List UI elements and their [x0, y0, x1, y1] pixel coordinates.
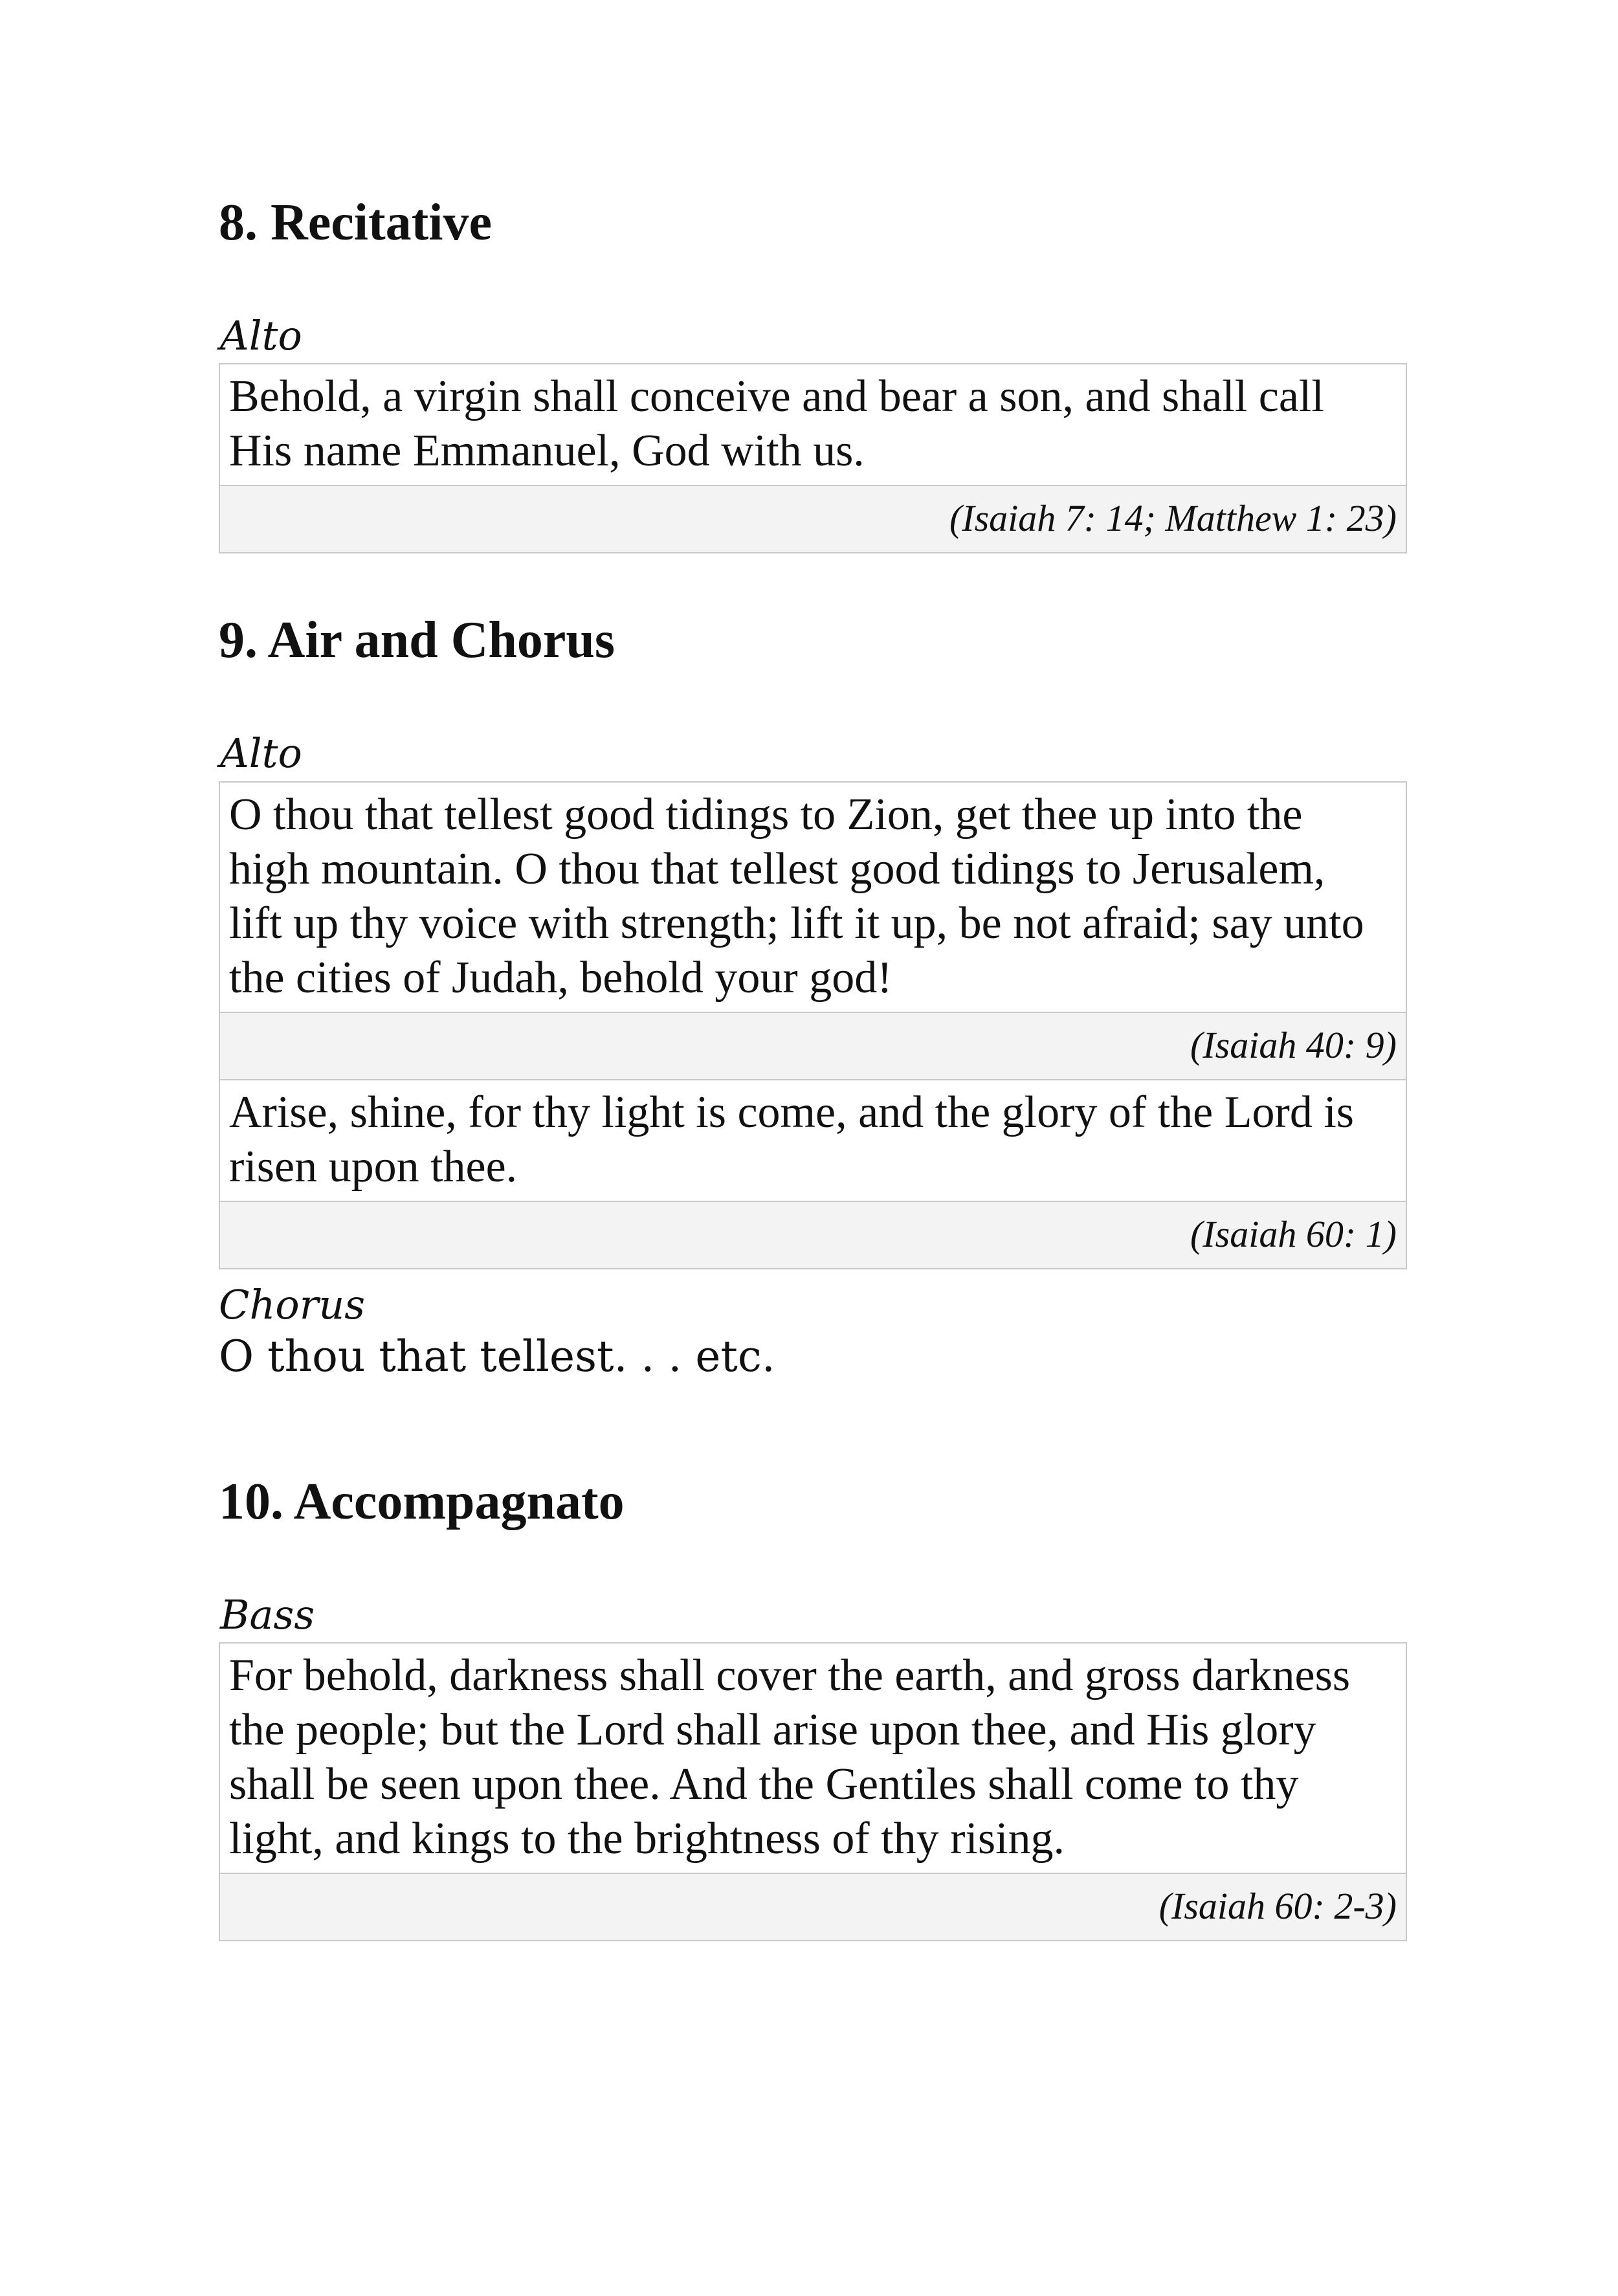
section-title: 10. Accompagnato [219, 1473, 625, 1530]
section-title: 8. Recitative [219, 194, 493, 251]
section-air-and-chorus [219, 612, 1407, 1382]
reference-row [219, 1873, 1406, 1941]
lyrics-table [219, 1642, 1407, 1941]
lyric-line: O thou that tellest good tidings to Zion, get thee up into the [229, 789, 1303, 840]
lyric-line: His name Emmanuel, God with us. [229, 426, 865, 476]
lyrics-table [219, 363, 1407, 553]
lyric-line: For behold, darkness shall cover the earth, and gross darkness [229, 1650, 1351, 1700]
reference-row [219, 1012, 1406, 1080]
section-recitative [219, 194, 1407, 553]
lyric-line: lift up thy voice with strength; lift it up, be not afraid; say unto [229, 898, 1364, 948]
lyric-row [219, 1643, 1406, 1873]
scripture-reference: (Isaiah 40: 9) [219, 1012, 1406, 1080]
lyric-row [219, 782, 1406, 1012]
scripture-reference: (Isaiah 60: 1) [219, 1201, 1406, 1269]
lyric-line: Behold, a virgin shall conceive and bear a son, and shall call [229, 372, 1324, 422]
lyric-line: risen upon thee. [229, 1141, 518, 1192]
scripture-reference: (Isaiah 60: 2-3) [219, 1873, 1406, 1941]
lyric-text [219, 364, 1406, 485]
lyrics-table [219, 781, 1407, 1269]
chorus-label: Chorus [219, 1280, 366, 1328]
reference-row [219, 485, 1406, 553]
voice-label: Bass [220, 1590, 315, 1638]
lyric-line: the cities of Judah, behold your god! [229, 952, 892, 1003]
lyric-line: shall be seen upon thee. And the Gentiles shall come to thy [229, 1759, 1299, 1809]
lyric-row [219, 364, 1406, 485]
lyric-line: high mountain. O thou that tellest good tidings to Jerusalem, [229, 843, 1325, 894]
voice-label: Alto [220, 312, 302, 359]
chorus-text: O thou that tellest. . . etc. [219, 1332, 775, 1382]
section-accompagnato [219, 1473, 1407, 1941]
voice-label: Alto [220, 730, 302, 777]
reference-row [219, 1201, 1406, 1269]
lyric-text [219, 1080, 1406, 1201]
scripture-reference: (Isaiah 7: 14; Matthew 1: 23) [219, 485, 1406, 553]
lyric-text [219, 782, 1406, 1012]
lyric-text [219, 1643, 1406, 1873]
lyric-line: light, and kings to the brightness of thy rising. [229, 1813, 1065, 1864]
section-title: 9. Air and Chorus [219, 612, 615, 669]
lyric-line: Arise, shine, for thy light is come, and the glory of the Lord is [229, 1087, 1355, 1137]
document-content [219, 194, 1407, 1941]
lyric-line: the people; but the Lord shall arise upon thee, and His glory [229, 1704, 1316, 1755]
lyric-row [219, 1080, 1406, 1201]
